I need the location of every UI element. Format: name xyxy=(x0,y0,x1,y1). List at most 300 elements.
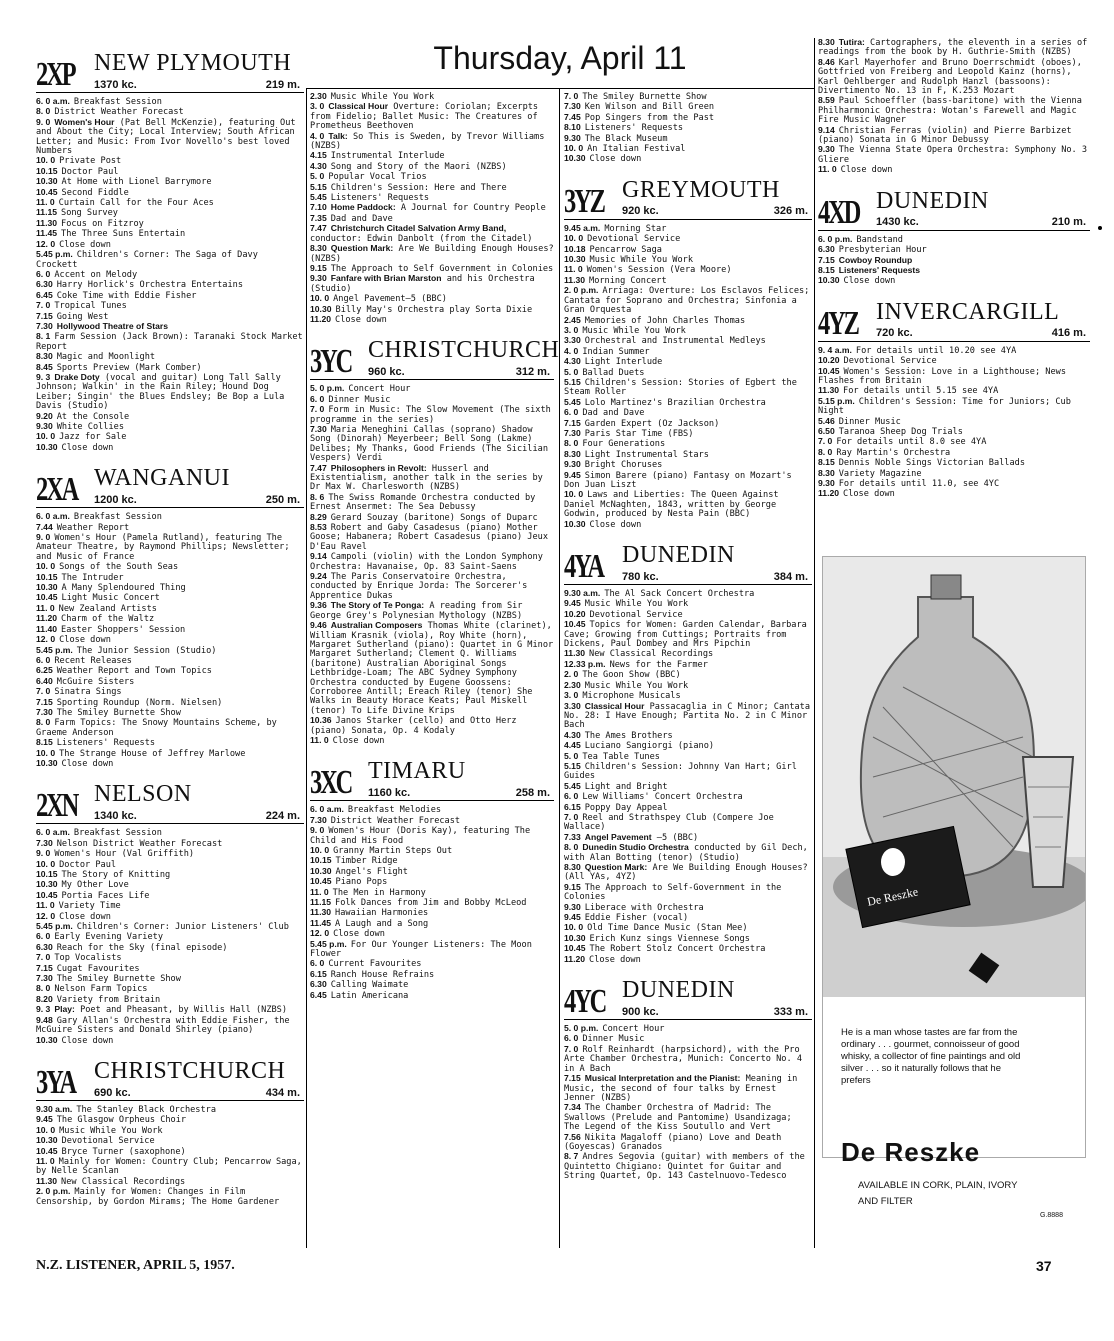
programme-entry xyxy=(36,443,304,453)
programme-time: 12. 0 xyxy=(36,238,56,249)
station-header xyxy=(310,335,560,381)
programme-entry xyxy=(564,429,812,439)
programme-entry xyxy=(564,154,812,164)
station-city: NEW PLYMOUTH xyxy=(94,50,292,76)
programme-time: 3. 0 xyxy=(564,690,579,701)
programme-highlight: Australian Composers xyxy=(330,620,423,631)
programme-entry xyxy=(564,1152,812,1181)
station-call-sign: 4YA xyxy=(564,548,603,586)
programme-time: 6.15 xyxy=(310,968,327,979)
programme-entry xyxy=(564,1045,812,1074)
programme-highlight: Philosophers in Revolt: xyxy=(330,462,427,473)
station-block xyxy=(818,186,1090,287)
programme-time: 12. 0 xyxy=(310,928,330,939)
programme-entry xyxy=(310,877,554,887)
programme-entry xyxy=(36,188,304,198)
programme-time: 6.40 xyxy=(36,675,53,686)
programme-entry xyxy=(818,417,1090,427)
programme-description: Close down xyxy=(333,929,385,940)
programme-time: 5.45 p.m. xyxy=(36,644,73,655)
station-header xyxy=(36,48,304,93)
programme-time: 9.36 xyxy=(310,600,327,611)
station-wavelength: 258 m. xyxy=(515,786,550,799)
programme-description: —5 (BBC) xyxy=(656,832,699,843)
programme-description: Close down xyxy=(840,165,893,176)
programme-description: Children's Session: Johnny Van Hart; Girl Guides xyxy=(564,761,797,782)
programme-description: Calling Waimate xyxy=(330,980,409,991)
programme-time: 10.30 xyxy=(564,518,586,529)
programme-entry xyxy=(818,58,1090,97)
programme-highlight: Fanfare with Brian Marston xyxy=(330,273,442,284)
programme-entry xyxy=(36,922,304,932)
programme-time: 11.20 xyxy=(310,313,332,324)
programme-description: Lew Williams' Concert Orchestra xyxy=(582,792,743,803)
programme-time: 6. 0 xyxy=(564,1033,579,1044)
programme-time: 11.30 xyxy=(36,217,58,228)
programme-time: 5. 0 xyxy=(564,750,579,761)
station-header xyxy=(564,540,812,585)
station-block xyxy=(310,756,554,1001)
station-city: DUNEDIN xyxy=(876,187,989,214)
programme-entry xyxy=(310,959,554,969)
programme-description: conductor: Edwin Danbolt (from the Citadel) xyxy=(310,233,533,244)
programme-description: Farm Session (Jack Brown): Taranaki Stock Market Report xyxy=(36,332,303,352)
programme-description: Music While You Work xyxy=(584,680,689,691)
programme-entry xyxy=(564,752,812,762)
station-frequency: 920 kc. xyxy=(622,205,659,218)
programme-description: The Smiley Burnette Show xyxy=(56,974,181,985)
programme-entry xyxy=(564,589,812,599)
programme-time: 6. 0 a.m. xyxy=(36,827,70,838)
station-city: TIMARU xyxy=(368,758,466,785)
programme-highlight: Women's Hour xyxy=(54,116,115,127)
programme-time: 8.30 xyxy=(36,351,53,362)
station-header xyxy=(818,297,1090,342)
station-block xyxy=(36,1056,304,1207)
programme-time: 10.30 xyxy=(564,932,586,943)
programme-time: 6. 0 p.m. xyxy=(818,233,853,244)
programme-description: Children's Session: Time for Juniors; Cub Night xyxy=(818,396,1071,417)
programme-description: Eddie Fisher (vocal) xyxy=(584,913,689,924)
programme-description: Ken Wilson and Bill Green xyxy=(584,102,715,113)
programme-time: 8. 0 xyxy=(818,446,833,457)
programme-entry xyxy=(36,1177,304,1187)
programme-time: 5.15 xyxy=(310,181,327,192)
programme-highlight: Talk: xyxy=(328,130,348,141)
programme-entry xyxy=(310,523,554,552)
programme-entry xyxy=(564,520,812,530)
programme-entry xyxy=(36,839,304,849)
programme-entry xyxy=(36,891,304,901)
programme-time: 7.44 xyxy=(36,521,53,532)
programme-entry xyxy=(310,102,554,131)
programme-entry xyxy=(564,843,812,863)
programme-entry xyxy=(36,270,304,280)
programme-time: 9. 3 xyxy=(36,371,51,382)
programme-time: 10.30 xyxy=(564,153,586,164)
programme-entry xyxy=(564,408,812,418)
programme-entry xyxy=(310,888,554,898)
station-wavelength: 333 m. xyxy=(773,1005,808,1018)
programme-description: Close down xyxy=(843,276,896,287)
programme-description: Pencarrow Saga xyxy=(589,244,662,255)
programme-time: 9.46 xyxy=(310,620,327,631)
programme-time: 4.30 xyxy=(564,356,581,367)
programme-time: 9.30 xyxy=(36,421,53,431)
programme-entry xyxy=(310,816,554,826)
programme-description: Form in Music: The Slow Movement (The sixth programme in the series) xyxy=(310,405,551,425)
programme-highlight: Dunedin Studio Orchestra xyxy=(582,842,689,853)
programme-time: 10. 0 xyxy=(564,143,584,154)
programme-entry xyxy=(310,716,554,736)
programme-time: 10. 0 xyxy=(36,747,56,758)
programme-entry xyxy=(564,471,812,491)
programme-time: 9.14 xyxy=(818,124,835,135)
station-block xyxy=(818,297,1090,500)
programme-description: The Vienna State Opera Orchestra: Symphony No. 3 Gliere xyxy=(818,145,1088,165)
decanter-photo xyxy=(823,557,1085,997)
programme-time: 11. 0 xyxy=(36,602,55,613)
programme-time: 11.15 xyxy=(310,897,332,908)
programme-description: A reading from Sir George Grey's Polynesian Mythology (NZBS) xyxy=(310,601,523,621)
programme-entry xyxy=(36,533,304,562)
programme-description: Latin Americana xyxy=(330,990,409,1001)
programme-description: (vocal and guitar) Long Tall Sally Johnson; Walkin' in the Rain Riley; Hound Dog Leiber; Singin' the Blues Endsley; Be Bop a Lula Davis (Studio) xyxy=(36,372,285,412)
programme-description: Focus on Fitzroy xyxy=(61,218,144,229)
programme-description: Concert Hour xyxy=(602,1024,665,1035)
programme-description: The Robert Stolz Concert Orchestra xyxy=(589,944,766,955)
programme-description: Close down xyxy=(589,519,642,530)
programme-description: Second Fiddle xyxy=(61,187,129,198)
programme-entry xyxy=(36,880,304,890)
programme-time: 8. 0 xyxy=(36,717,51,728)
programme-description: Charm of the Waltz xyxy=(61,614,155,625)
programme-entry xyxy=(36,432,304,442)
programme-description: Mainly for Women: Country Club; Pencarrow Saga, by Nelle Scanlan xyxy=(36,1156,302,1177)
programme-entry xyxy=(818,235,1090,245)
programme-time: 6. 0 a.m. xyxy=(36,96,70,106)
programme-time: 10.30 xyxy=(310,303,332,314)
programme-time: 10. 0 xyxy=(310,293,330,304)
programme-entry xyxy=(818,469,1090,479)
station-call-sign: 4XD xyxy=(818,193,860,231)
programme-time: 5.45 p.m. xyxy=(36,921,73,932)
programme-description: The Ames Brothers xyxy=(584,730,673,741)
programme-entry xyxy=(310,132,554,152)
programme-entry xyxy=(818,397,1090,417)
programme-description: Sports Preview (Mark Comber) xyxy=(56,362,202,373)
programme-time: 7.33 xyxy=(564,831,581,842)
programme-time: 7.15 xyxy=(818,254,835,265)
station-call-sign: 2XN xyxy=(36,787,78,825)
programme-time: 10. 0 xyxy=(36,1124,56,1135)
programme-time: 10.15 xyxy=(36,869,58,879)
programme-time: 11.20 xyxy=(564,953,586,964)
programme-description: The Strange House of Jeffrey Marlowe xyxy=(59,748,246,759)
programme-entry xyxy=(36,666,304,676)
programme-time: 10.30 xyxy=(36,441,58,452)
programme-entry xyxy=(36,412,304,422)
programme-description: Music While You Work xyxy=(59,1125,163,1136)
programme-time: 8.29 xyxy=(310,511,327,522)
station-block xyxy=(36,48,304,453)
programme-time: 2. 0 p.m. xyxy=(36,1186,71,1197)
programme-description: Simon Barere (piano) Fantasy on Mozart's Don Juan Liszt xyxy=(564,470,792,490)
programme-time: 10.30 xyxy=(36,757,58,768)
advert-availability: AVAILABLE IN CORK, PLAIN, IVORY AND FILTER xyxy=(858,1180,1018,1207)
programme-description: Topics for Women: Garden Calendar, Barbara Cave; Growing from Cuttings; Portraits from Dickens, Paul Dombey and Mrs Pipchin xyxy=(564,620,807,650)
programme-entry xyxy=(310,493,554,513)
programme-highlight: Listeners' Requests xyxy=(838,264,921,275)
programme-time: 7. 0 xyxy=(564,811,579,822)
advert-brand: De Reszke xyxy=(841,1137,981,1167)
programme-time: 11.30 xyxy=(310,907,332,918)
programme-description: Coke Time with Eddie Fisher xyxy=(56,290,197,301)
column-1 xyxy=(36,38,304,1207)
programme-description: Dad and Dave xyxy=(582,408,645,419)
programme-entry xyxy=(564,599,812,609)
programme-time: 10.45 xyxy=(36,1145,58,1156)
programme-description: Top Vocalists xyxy=(54,953,122,964)
programme-entry xyxy=(564,1133,812,1153)
programme-entry xyxy=(36,849,304,859)
programme-entry xyxy=(564,762,812,782)
programme-time: 5.45 xyxy=(564,396,581,407)
programme-description: Robert and Gaby Casadesus (piano) Mother Goose; Habanera; Robert Casadesus (piano) Jeux D'Eau Ravel xyxy=(310,523,548,552)
programme-description: The Swiss Romande Orchestra conducted by Ernest Ansermet: The Sea Debussy xyxy=(310,492,536,513)
station-call-sign: 2XP xyxy=(36,56,75,93)
programme-highlight: Angel Pavement xyxy=(584,831,652,842)
advert-copy: He is a man whose tastes are far from the ordinary . . . gourmet, connoisseur of good whisky, a collector of fine paintings and old silver . . . so it naturally follows that he prefers xyxy=(841,1027,1021,1086)
programme-time: 9. 4 a.m. xyxy=(818,344,852,355)
programme-entry xyxy=(564,336,812,346)
programme-highlight: Christchurch Citadel Salvation Army Band, xyxy=(330,223,507,234)
programme-time: 11. 0 xyxy=(564,264,583,275)
programme-description: Children's Session: Stories of Egbert the Steam Roller xyxy=(564,377,797,398)
programme-entry xyxy=(564,276,812,286)
programme-entry xyxy=(36,250,304,270)
programme-entry xyxy=(818,479,1090,489)
programme-entry xyxy=(564,944,812,954)
programme-entry xyxy=(310,203,554,213)
programme-time: 10.30 xyxy=(36,1034,58,1045)
programme-time: 10. 0 xyxy=(36,858,56,869)
programme-time: 5.15 p.m. xyxy=(818,395,855,406)
programme-entry xyxy=(36,984,304,994)
programme-time: 7.15 xyxy=(36,962,53,973)
programme-time: 7.47 xyxy=(310,462,327,473)
programme-description: Ballad Duets xyxy=(582,367,645,378)
station-wavelength: 416 m. xyxy=(1051,327,1086,340)
programme-entry xyxy=(36,512,304,522)
programme-description: Recent Releases xyxy=(54,655,132,666)
programme-entry xyxy=(36,97,304,107)
station-wavelength: 434 m. xyxy=(265,1086,300,1099)
programme-time: 7. 0 xyxy=(36,952,51,963)
programme-description: The Approach to Self-Government in the Colonies xyxy=(564,882,782,903)
programme-description: Tropical Tunes xyxy=(54,301,127,312)
programme-time: 7. 0 xyxy=(36,686,51,697)
column-rule xyxy=(306,88,814,89)
programme-entry xyxy=(564,439,812,449)
programme-description: Instrumental Interlude xyxy=(330,151,445,162)
programme-entry xyxy=(310,172,554,182)
station-wavelength: 210 m. xyxy=(1051,216,1086,229)
programme-entry xyxy=(310,867,554,877)
programme-time: 8.30 xyxy=(564,448,581,459)
programme-time: 10.30 xyxy=(564,254,586,265)
programme-description: The Al Sack Concert Orchestra xyxy=(604,589,755,600)
programme-time: 5. 0 xyxy=(564,366,579,377)
programme-description: Erich Kunz sings Viennese Songs xyxy=(589,933,750,944)
programme-highlight: Play: xyxy=(54,1004,75,1015)
programme-entry xyxy=(564,134,812,144)
programme-entry xyxy=(36,687,304,697)
programme-description: Andres Segovia (guitar) with members of the Quintetto Chigiano: Quintet for Guitar and String Quartet, Op. 143 Castelnuovo-Tedesco xyxy=(564,1152,805,1182)
programme-time: 6. 0 xyxy=(564,407,579,418)
programme-entry xyxy=(36,656,304,666)
programme-entry xyxy=(36,708,304,718)
programme-description: Bryce Turner (saxophone) xyxy=(61,1146,186,1157)
programme-time: 12. 0 xyxy=(36,634,56,645)
programme-time: 8.15 xyxy=(818,457,835,468)
programme-entry xyxy=(564,610,812,620)
programme-description: Morning Star xyxy=(604,223,667,234)
programme-entry xyxy=(818,346,1090,356)
programme-entry xyxy=(564,316,812,326)
programme-time: 7. 0 xyxy=(564,91,579,101)
programme-time: 7.30 xyxy=(36,706,53,717)
programme-entry xyxy=(36,718,304,738)
programme-entry xyxy=(36,828,304,838)
programme-time: 2.30 xyxy=(310,91,327,101)
programme-entry xyxy=(310,970,554,980)
programme-entry xyxy=(36,912,304,922)
programme-time: 5.15 xyxy=(564,376,581,387)
programme-time: 6.30 xyxy=(310,979,327,990)
station-header xyxy=(36,779,304,824)
programme-highlight: Classical Hour xyxy=(328,101,389,112)
programme-description: Devotional Service xyxy=(589,609,683,620)
programme-description: The Stanley Black Orchestra xyxy=(76,1104,217,1115)
programme-entry xyxy=(36,1147,304,1157)
programme-time: 8.53 xyxy=(310,522,327,533)
programme-entry xyxy=(564,123,812,133)
programme-description: The Intruder xyxy=(61,572,124,583)
programme-time: 4. 0 xyxy=(310,130,325,141)
programme-description: Close down xyxy=(843,489,895,500)
programme-time: 10.20 xyxy=(818,355,840,366)
programme-entry xyxy=(564,731,812,741)
programme-time: 7.10 xyxy=(310,202,327,213)
programme-description: Luciano Sangiorgi (piano) xyxy=(584,741,715,752)
programme-description: Curtain Call for the Four Aces xyxy=(58,198,214,209)
programme-entry xyxy=(310,552,554,572)
programme-description: Piano Pops xyxy=(335,877,388,888)
programme-time: 9.15 xyxy=(564,881,581,892)
programme-time: 6.30 xyxy=(36,941,53,952)
programme-time: 3. 0 xyxy=(564,324,579,335)
programme-time: 9.30 xyxy=(564,132,581,143)
programme-entry xyxy=(310,405,554,425)
programme-description: (Pat Bell McKenzie), featuring Out and About the City; Local Interview; South African Letter; and Music: From Ivor Novello's best loved Numbers xyxy=(36,117,296,157)
programme-description: Close down xyxy=(61,758,114,769)
programme-description: Christian Ferras (violin) and Pierre Barbizet (piano) Sonata in G Minor Debussy xyxy=(818,125,1072,146)
programme-description: Garden Expert (Oz Jackson) xyxy=(584,418,720,429)
programme-time: 10.45 xyxy=(564,943,586,954)
station-wavelength: 326 m. xyxy=(773,205,808,218)
programme-entry xyxy=(818,276,1090,286)
programme-time: 9.30 xyxy=(564,901,581,912)
programme-entry xyxy=(310,919,554,929)
programme-description: Listeners' Requests xyxy=(56,738,156,749)
programme-entry xyxy=(310,224,554,244)
programme-description: An Italian Festival xyxy=(587,144,686,155)
programme-description: Songs of the South Seas xyxy=(59,562,179,573)
programme-time: 7.30 xyxy=(564,101,581,112)
programme-time: 11. 0 xyxy=(310,734,329,745)
programme-description: Gary Allan's Orchestra with Eddie Fisher, the McGuire Sisters and Donald Shirley (piano) xyxy=(36,1015,290,1036)
programme-description: Old Time Dance Music (Stan Mee) xyxy=(587,923,748,934)
programme-description: Current Favourites xyxy=(328,959,422,970)
station-continuation xyxy=(310,92,554,325)
programme-time: 8.20 xyxy=(36,993,53,1004)
programme-entry xyxy=(36,604,304,614)
programme-description: Magic and Moonlight xyxy=(56,352,156,363)
programme-description: Children's Corner: Junior Listeners' Club xyxy=(76,922,289,933)
programme-highlight: The Story of Te Ponga: xyxy=(330,600,425,611)
programme-time: 6.30 xyxy=(36,279,53,290)
programme-entry xyxy=(310,621,554,716)
programme-time: 7.30 xyxy=(36,837,53,848)
programme-description: Maria Meneghini Callas (soprano) Shadow Song (Dinorah) Meyerbeer; Bell Song (Lakme) Delibes; My Thanks, Good Friends (The Sicilian Vespers) Verdi xyxy=(310,424,548,464)
programme-time: 10.30 xyxy=(36,879,58,890)
programme-entry xyxy=(36,280,304,290)
programme-entry xyxy=(564,792,812,802)
programme-description: District Weather Forecast xyxy=(54,107,184,118)
programme-highlight: Musical Interpretation and the Pianist: xyxy=(584,1073,741,1084)
programme-entry xyxy=(564,620,812,649)
programme-description: Ranch House Refrains xyxy=(330,969,435,980)
programme-description: Reach for the Sky (final episode) xyxy=(56,942,228,953)
programme-entry xyxy=(310,601,554,621)
programme-entry xyxy=(310,305,554,315)
programme-entry xyxy=(564,883,812,903)
programme-entry xyxy=(36,953,304,963)
programme-entry xyxy=(36,964,304,974)
programme-description: A Journal for Country People xyxy=(400,203,546,214)
station-city: CHRISTCHURCH xyxy=(368,337,560,364)
programme-entry xyxy=(36,301,304,311)
programme-time: 5.45 xyxy=(310,192,327,203)
programme-time: 7.30 xyxy=(36,320,53,331)
programme-time: 11.30 xyxy=(564,274,586,285)
station-frequency: 1200 kc. xyxy=(94,493,137,506)
programme-entry xyxy=(564,934,812,944)
programme-time: 10.15 xyxy=(36,165,58,176)
programme-entry xyxy=(310,244,554,264)
programme-time: 8.46 xyxy=(818,56,835,67)
station-continuation xyxy=(564,92,812,165)
programme-description: Reel and Strathspey Club (Compere Joe Wallace) xyxy=(564,812,774,833)
programme-time: 6.30 xyxy=(818,244,835,255)
programme-time: 10. 0 xyxy=(564,489,584,500)
programme-description: Jazz for Sale xyxy=(59,432,127,443)
programme-time: 10. 0 xyxy=(36,431,56,442)
column-rule xyxy=(559,88,560,1248)
programme-description: Rolf Reinhardt (harpsichord), with the Pro Arte Chamber Orchestra, Munich: Concerto No. 4 in A Bach xyxy=(564,1044,802,1074)
programme-description: Close down xyxy=(61,442,114,453)
